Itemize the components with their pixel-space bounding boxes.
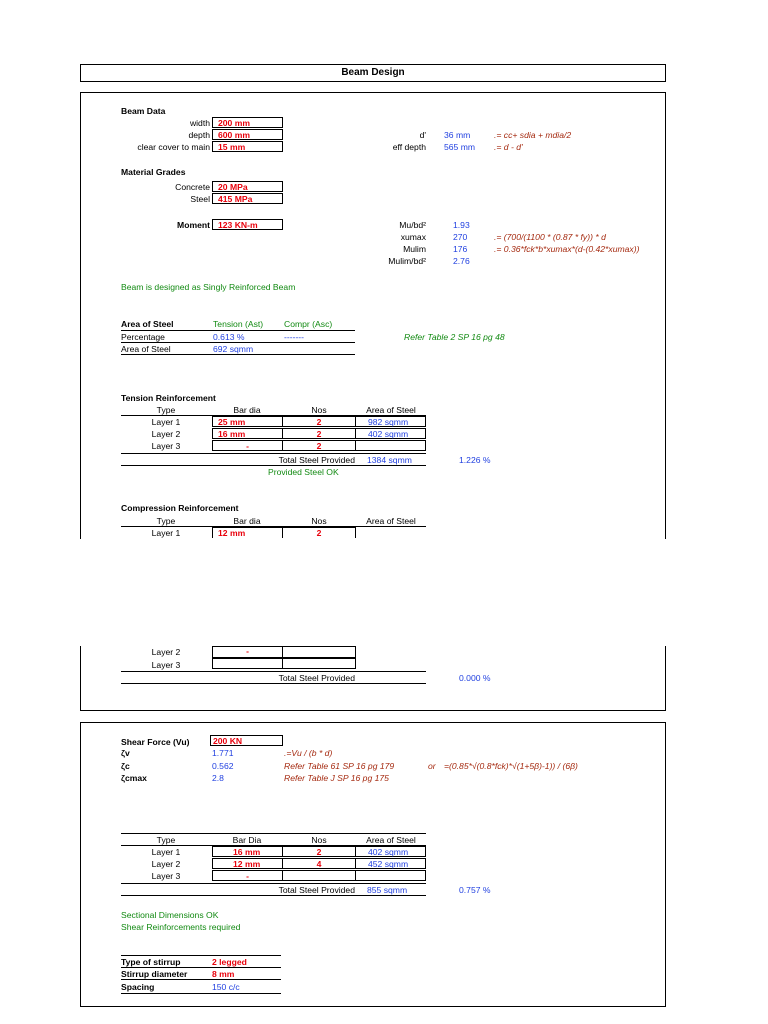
zc-ref: Refer Table 61 SP 16 pg 179 [284, 761, 395, 771]
pct-tension: 0.613 % [213, 332, 245, 342]
rule [121, 354, 355, 355]
col-bardia: Bar dia [233, 516, 261, 526]
col-type: Type [156, 516, 176, 526]
zc-or: or [428, 761, 436, 771]
col-area: Area of Steel [366, 516, 416, 526]
col-area: Area of Steel [366, 835, 416, 845]
cover-label: clear cover to main [137, 142, 210, 152]
col-bardia: Bar Dia [232, 835, 262, 845]
tension-row-type: Layer 1 [151, 417, 181, 427]
compression-row-nos[interactable] [282, 658, 356, 669]
rule [121, 671, 426, 672]
compr-header: Compr (Asc) [284, 319, 333, 329]
title-bar [80, 64, 666, 82]
col-type: Type [156, 405, 176, 415]
rule [121, 342, 355, 343]
shear-row-area: 452 sqmm [355, 858, 426, 869]
col-area: Area of Steel [366, 405, 416, 415]
shear-total-value: 855 sqmm [367, 885, 408, 895]
mulimbd-label: Mulim/bd² [388, 256, 426, 266]
shear-row-dia[interactable]: 16 mm [212, 846, 283, 857]
concrete-label: Concrete [175, 182, 210, 192]
shear-pct: 0.757 % [459, 885, 491, 895]
tension-row-area: 982 sqmm [355, 416, 426, 427]
compression-row-dia[interactable] [212, 658, 283, 669]
zc-label: ζc [121, 761, 130, 771]
width-input[interactable]: 200 mm [212, 117, 283, 128]
shear-row-type: Layer 2 [151, 859, 181, 869]
tension-total-label: Total Steel Provided [278, 455, 355, 465]
tension-row-dia[interactable]: 16 mm [212, 428, 283, 439]
rule [121, 883, 426, 884]
shear-total-label: Total Steel Provided [278, 885, 355, 895]
effdepth-label: eff depth [392, 142, 426, 152]
dprime-label: d' [419, 130, 426, 140]
xumax-formula: .= (700/(1100 * (0.87 * fy)) * d [494, 232, 606, 242]
compression-row-nos[interactable] [282, 646, 356, 658]
cover-input[interactable]: 15 mm [212, 141, 283, 152]
steel-label: Steel [190, 194, 210, 204]
rule [121, 993, 281, 994]
pct-compr: ------- [284, 332, 305, 342]
area-tension: 692 sqmm [213, 344, 254, 354]
mulim-formula: .= 0.36*fck*b*xumax*(d-(0.42*xumax)) [494, 244, 640, 254]
page-title: Beam Design [341, 67, 405, 78]
tension-row-nos[interactable]: 2 [282, 416, 356, 427]
area-steel-heading: Area of Steel [121, 319, 174, 329]
compression-row-type: Layer 1 [151, 528, 181, 538]
rule [121, 979, 281, 980]
beam-data-heading: Beam Data [121, 106, 166, 116]
compression-row-type: Layer 2 [151, 647, 181, 657]
col-nos: Nos [311, 405, 327, 415]
pct-label: Percentage [121, 332, 165, 342]
rule [121, 453, 426, 454]
stirrup-dia-input[interactable]: 8 mm [212, 969, 235, 979]
zcmax-label: ζcmax [121, 773, 147, 783]
tension-row-type: Layer 3 [151, 441, 181, 451]
rule [121, 895, 426, 896]
shear-row-dia[interactable]: 12 mm [212, 858, 283, 869]
col-nos: Nos [311, 516, 327, 526]
tension-row-nos[interactable]: 2 [282, 440, 356, 451]
shear-force-input[interactable]: 200 KN [210, 735, 283, 746]
shear-row-type: Layer 1 [151, 847, 181, 857]
tension-row-area: 402 sqmm [355, 428, 426, 439]
shear-row-area [355, 870, 426, 881]
shear-row-nos[interactable]: 2 [282, 846, 356, 857]
shear-force-label: Shear Force (Vu) [121, 737, 190, 747]
compression-row-nos[interactable]: 2 [282, 527, 356, 538]
beam-section-frame [80, 92, 666, 539]
rule [121, 683, 426, 684]
stirrup-dia-label: Stirrup diameter [121, 969, 188, 979]
moment-label: Moment [177, 220, 210, 230]
zcmax-value: 2.8 [212, 773, 224, 783]
design-note: Beam is designed as Singly Reinforced Beam [121, 282, 296, 292]
spacing-value: 150 c/c [212, 982, 240, 992]
depth-label: depth [188, 130, 210, 140]
material-heading: Material Grades [121, 167, 186, 177]
zv-formula: .=Vu / (b * d) [284, 748, 333, 758]
mu-label: Mu/bd² [399, 220, 426, 230]
rule [121, 967, 281, 968]
xumax-label: xumax [400, 232, 426, 242]
mulim-label: Mulim [403, 244, 426, 254]
rule [121, 465, 426, 466]
rule [121, 330, 355, 331]
area-ref: Refer Table 2 SP 16 pg 48 [404, 332, 505, 342]
shear-row-area: 402 sqmm [355, 846, 426, 857]
col-type: Type [156, 835, 176, 845]
tension-row-type: Layer 2 [151, 429, 181, 439]
compression-row-dia[interactable]: - [212, 646, 283, 658]
tension-row-dia[interactable]: 25 mm [212, 416, 283, 427]
shear-row-nos[interactable]: 4 [282, 858, 356, 869]
tension-row-area [355, 440, 426, 451]
spacing-label: Spacing [121, 982, 155, 992]
mulim-value: 176 [453, 244, 468, 254]
zc-value: 0.562 [212, 761, 234, 771]
zcmax-ref: Refer Table J SP 16 pg 175 [284, 773, 389, 783]
area-label: Area of Steel [121, 344, 171, 354]
shear-note: Sectional Dimensions OK [121, 910, 219, 920]
dprime-value: 36 mm [444, 130, 471, 140]
tension-total-value: 1384 sqmm [367, 455, 412, 465]
width-label: width [189, 118, 210, 128]
effdepth-formula: .= d - d' [494, 142, 523, 152]
effdepth-value: 565 mm [444, 142, 476, 152]
zc-formula: =(0.85*√(0.8*fck)*√(1+5β)-1)) / (6β) [444, 761, 578, 771]
shear-row-dia[interactable]: - [212, 870, 283, 881]
tension-row-dia[interactable]: - [212, 440, 283, 451]
xumax-value: 270 [453, 232, 468, 242]
shear-note: Shear Reinforcements required [121, 922, 241, 932]
stirrup-type-input[interactable]: 2 legged [212, 957, 247, 967]
stirrup-type-label: Type of stirrup [121, 957, 181, 967]
compression-row-dia[interactable]: 12 mm [212, 527, 283, 538]
shear-row-nos[interactable] [282, 870, 356, 881]
tension-pct: 1.226 % [459, 455, 491, 465]
rule [121, 955, 281, 956]
compression-total-label: Total Steel Provided [278, 673, 355, 683]
mulimbd-value: 2.76 [453, 256, 470, 266]
tension-ok: Provided Steel OK [268, 467, 339, 477]
tension-header: Tension (Ast) [213, 319, 264, 329]
mu-value: 1.93 [453, 220, 470, 230]
steel-input[interactable]: 415 MPa [212, 193, 283, 204]
col-bardia: Bar dia [233, 405, 261, 415]
tension-heading: Tension Reinforcement [121, 393, 216, 403]
tension-row-nos[interactable]: 2 [282, 428, 356, 439]
depth-input[interactable]: 600 mm [212, 129, 283, 140]
zv-value: 1.771 [212, 748, 234, 758]
concrete-input[interactable]: 20 MPa [212, 181, 283, 192]
compression-pct: 0.000 % [459, 673, 491, 683]
moment-input[interactable]: 123 KN-m [212, 219, 283, 230]
dprime-formula: .= cc+ sdia + mdia/2 [494, 130, 572, 140]
compression-heading: Compression Reinforcement [121, 503, 239, 513]
rule [121, 833, 426, 834]
shear-row-type: Layer 3 [151, 871, 181, 881]
zv-label: ζv [121, 748, 130, 758]
col-nos: Nos [311, 835, 327, 845]
compression-row-type: Layer 3 [151, 660, 181, 670]
